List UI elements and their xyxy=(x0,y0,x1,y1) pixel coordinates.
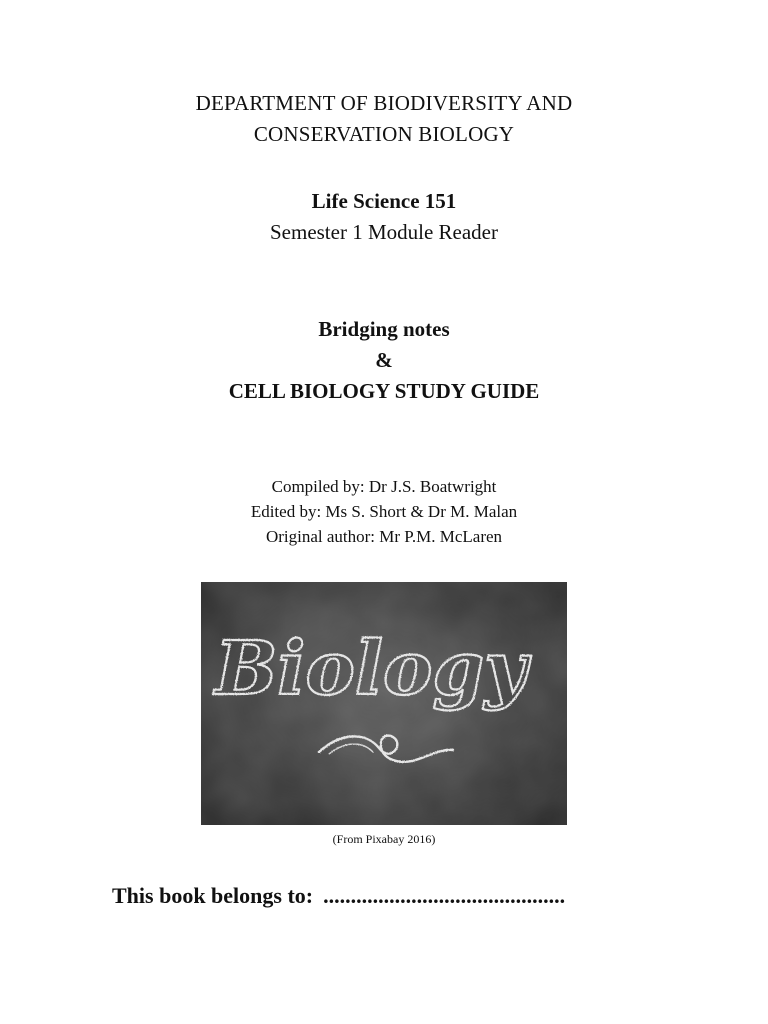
guide-title-line-1: Bridging notes xyxy=(318,317,450,341)
department-line-1: DEPARTMENT OF BIODIVERSITY AND xyxy=(195,91,573,115)
credits-block xyxy=(0,474,768,549)
edited-by: Edited by: Ms S. Short & Dr M. Malan xyxy=(250,502,518,521)
owner-blank: ............................................ xyxy=(323,883,566,908)
chalk-word: Biology xyxy=(214,626,528,712)
course-block xyxy=(0,186,768,248)
original-author: Original author: Mr P.M. McLaren xyxy=(265,527,503,546)
course-code: Life Science 151 xyxy=(311,189,457,213)
department-heading xyxy=(0,88,768,150)
guide-title xyxy=(0,314,768,407)
department-line-2: CONSERVATION BIOLOGY xyxy=(253,122,515,146)
chalkboard-image xyxy=(201,582,567,825)
course-subtitle: Semester 1 Module Reader xyxy=(269,220,499,244)
image-caption: (From Pixabay 2016) xyxy=(332,832,436,846)
guide-title-line-2: & xyxy=(375,348,393,372)
owner-line xyxy=(112,880,672,912)
compiled-by: Compiled by: Dr J.S. Boatwright xyxy=(271,477,497,496)
chalkboard-svg xyxy=(201,582,567,825)
guide-title-line-3: CELL BIOLOGY STUDY GUIDE xyxy=(228,379,540,403)
owner-label: This book belongs to: xyxy=(112,883,314,908)
